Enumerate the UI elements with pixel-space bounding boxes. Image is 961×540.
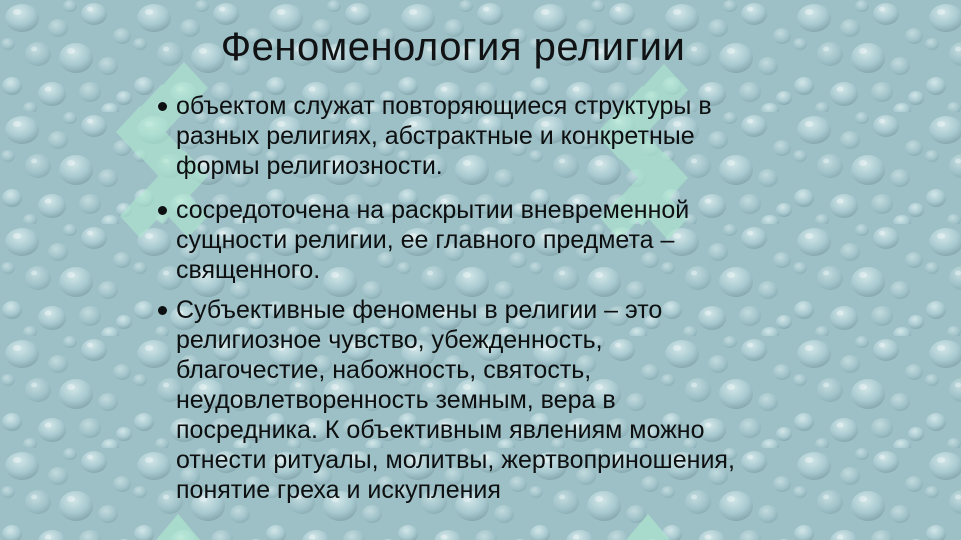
bullet-line: религиозное чувство, убежденность, (176, 326, 603, 354)
bullet-dot (158, 206, 167, 215)
bullet-line: разных религиях, абстрактные и конкретные (176, 122, 695, 150)
page-title: Феноменология религии (220, 25, 686, 69)
bullet-line: Субъективные феномены в религии – это (176, 296, 663, 324)
bullet-line: посредника. К объективным явлениям можно (176, 416, 705, 444)
bullet-line: сущности религии, ее главного предмета – (176, 226, 675, 254)
bullet-line: сосредоточена на раскрытии вневременной (176, 196, 690, 224)
bullet-line: благочестие, набожность, святость, (176, 356, 592, 384)
bullet-line: священного. (176, 256, 321, 284)
bullet-item (158, 195, 838, 285)
bullet-item (158, 91, 838, 181)
bullet-list (158, 91, 838, 519)
bullet-line: неудовлетворенность земным, вера в (176, 386, 616, 414)
bullet-item (158, 295, 838, 505)
bullet-line: понятие греха и искупления (176, 476, 501, 504)
bullet-line: объектом служат повторяющиеся структуры в (176, 92, 712, 120)
bullet-dot (158, 306, 167, 315)
bullet-dot (158, 102, 167, 111)
bullet-line: формы религиозности. (176, 152, 443, 180)
bullet-line: отнести ритуалы, молитвы, жертвоприношения, (176, 446, 735, 474)
